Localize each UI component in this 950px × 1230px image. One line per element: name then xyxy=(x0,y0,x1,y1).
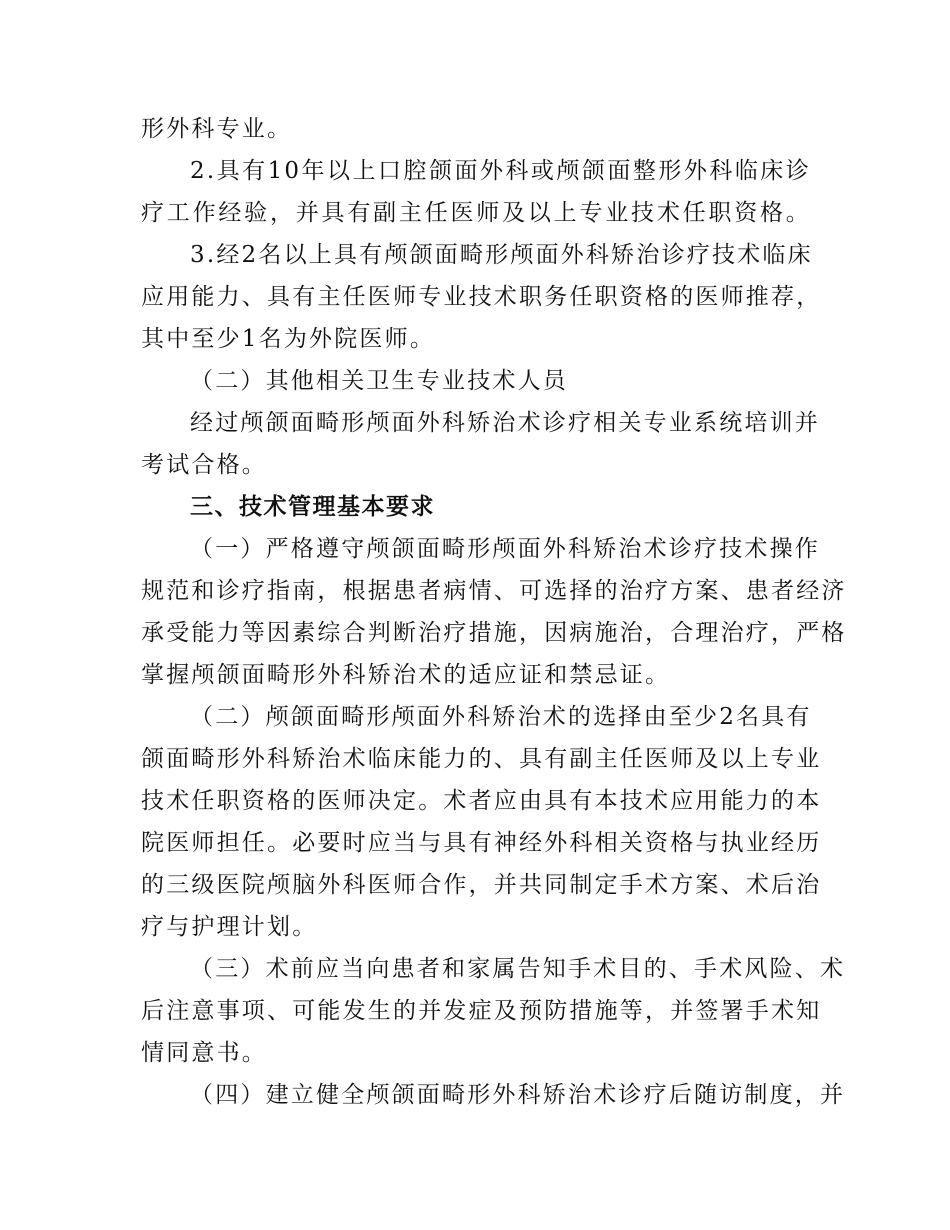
text-line: （二）颅颌面畸形颅面外科矫治术的选择由至少2名具有 xyxy=(190,704,812,730)
text-line: （四）建立健全颅颌面畸形外科矫治术诊疗后随访制度，并 xyxy=(190,1082,846,1108)
text-line: 经过颅颌面畸形颅面外科矫治术诊疗相关专业系统培训并 xyxy=(190,410,820,436)
text-line: 颌面畸形外科矫治术临床能力的、具有副主任医师及以上专业 xyxy=(141,746,822,772)
text-line: 的三级医院颅脑外科医师合作，并共同制定手术方案、术后治 xyxy=(141,872,822,898)
text-line: 情同意书。 xyxy=(141,1040,267,1066)
text-line: 形外科专业。 xyxy=(141,116,293,142)
text-line: 疗工作经验，并具有副主任医师及以上专业技术任职资格。 xyxy=(141,200,811,226)
text-line: 3.经2名以上具有颅颌面畸形颅面外科矫治诊疗技术临床 xyxy=(190,242,813,268)
text-line: 掌握颅颌面畸形外科矫治术的适应证和禁忌证。 xyxy=(141,662,671,688)
text-line: 应用能力、具有主任医师专业技术职务任职资格的医师推荐， xyxy=(141,284,822,310)
text-line: （三）术前应当向患者和家属告知手术目的、手术风险、术 xyxy=(190,956,846,982)
section-heading: 三、技术管理基本要求 xyxy=(190,494,435,520)
text-line: 其中至少1名为外院医师。 xyxy=(141,326,436,352)
text-line: 承受能力等因素综合判断治疗措施，因病施治，合理治疗，严格 xyxy=(141,620,847,646)
text-line: 技术任职资格的医师决定。术者应由具有本技术应用能力的本 xyxy=(141,788,822,814)
text-line: 2.具有10年以上口腔颌面外科或颅颌面整形外科临床诊 xyxy=(190,158,811,184)
text-line: 疗与护理计划。 xyxy=(141,914,318,940)
text-line: （一）严格遵守颅颌面畸形颅面外科矫治术诊疗技术操作 xyxy=(190,536,820,562)
text-line: 后注意事项、可能发生的并发症及预防措施等，并签署手术知 xyxy=(141,998,822,1024)
text-line: 规范和诊疗指南，根据患者病情、可选择的治疗方案、患者经济 xyxy=(141,578,847,604)
section-subheading: （二）其他相关卫生专业技术人员 xyxy=(190,368,568,394)
text-line: 考试合格。 xyxy=(141,452,267,478)
text-line: 院医师担任。必要时应当与具有神经外科相关资格与执业经历 xyxy=(141,830,822,856)
